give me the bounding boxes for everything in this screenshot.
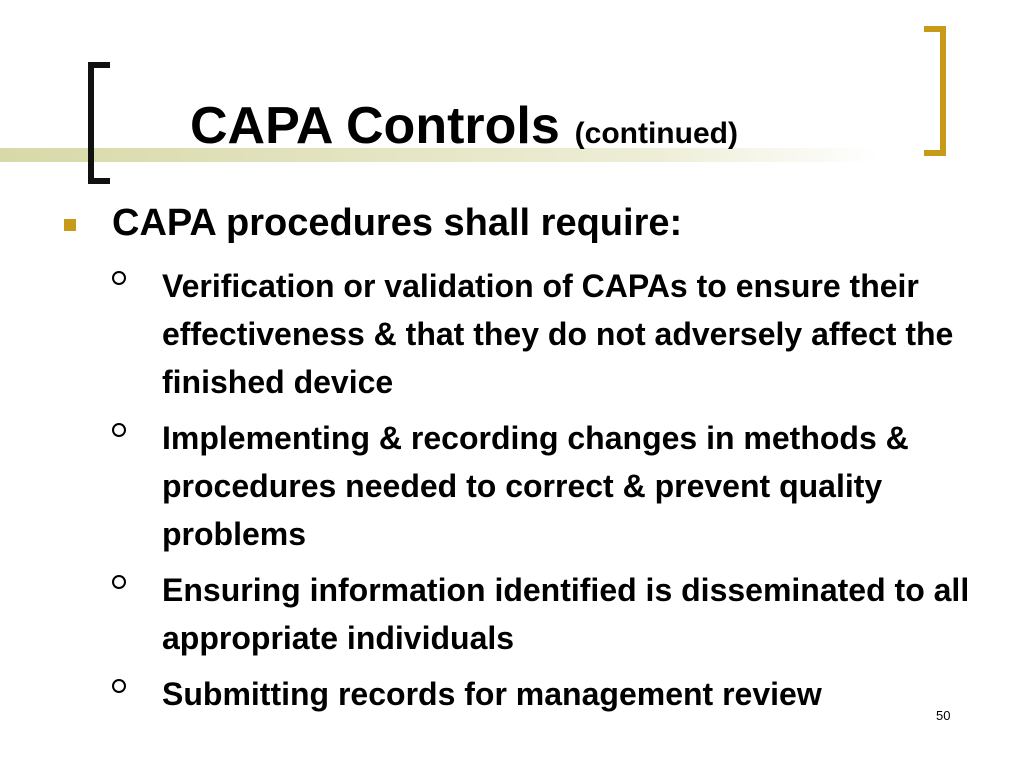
bullet-item-text: Submitting records for management review bbox=[162, 676, 822, 712]
bullet-item-text: Verification or validation of CAPAs to ensure their effectiveness & that they do not adversely affect the finished device bbox=[162, 268, 954, 400]
slide-title-suffix: (continued) bbox=[574, 117, 738, 150]
hollow-circle-bullet-icon bbox=[112, 423, 126, 437]
hollow-circle-bullet-icon bbox=[112, 575, 126, 589]
bullet-level1-text: CAPA procedures shall require: bbox=[112, 202, 683, 244]
page-number: 50 bbox=[936, 708, 951, 723]
square-bullet-icon bbox=[64, 219, 76, 231]
slide-title-main: CAPA Controls bbox=[190, 97, 560, 155]
hollow-circle-bullet-icon bbox=[112, 271, 126, 285]
hollow-circle-bullet-icon bbox=[112, 679, 126, 693]
bullet-item-text: Implementing & recording changes in methods & procedures needed to correct & prevent quality problems bbox=[162, 420, 909, 552]
bullet-item-text: Ensuring information identified is disseminated to all appropriate individuals bbox=[162, 572, 970, 656]
